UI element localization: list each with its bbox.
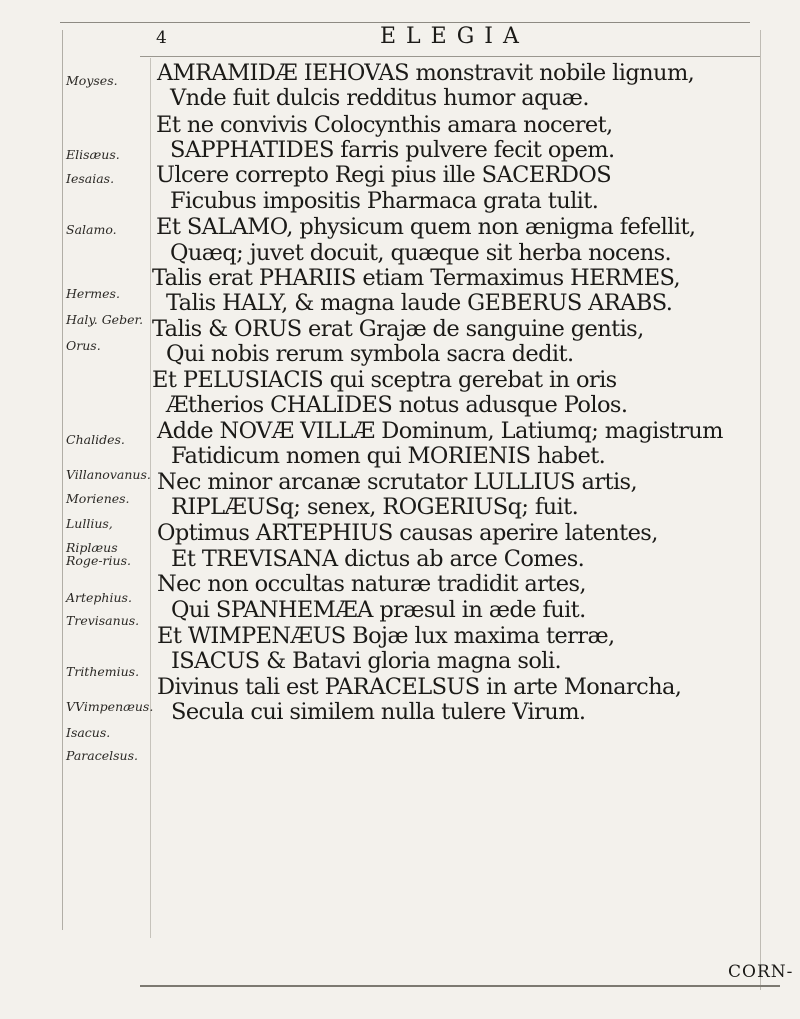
verse-line: Talis erat PHARIIS etiam Termaximus HERMES, xyxy=(152,265,681,291)
margin-note: Lullius, xyxy=(66,516,113,531)
verse-line: RIPLÆUSq; senex, ROGERIUSq; fuit. xyxy=(171,494,579,520)
verse-line: Nec non occultas naturæ tradidit artes, xyxy=(157,571,586,597)
verse-line: Nec minor arcanæ scrutator LULLIUS artis, xyxy=(157,469,638,495)
margin-note: VVimpenæus. xyxy=(66,699,154,714)
verse-line: Vnde fuit dulcis redditus humor aquæ. xyxy=(170,85,589,111)
margin-note: Iesaias. xyxy=(66,171,115,186)
margin-note: Chalides. xyxy=(66,432,125,447)
margin-note: Artephius. xyxy=(66,590,132,605)
verse-line: Talis & ORUS erat Grajæ de sanguine gentis, xyxy=(152,316,644,342)
catchword: CORN- xyxy=(728,962,794,982)
page-number: 4 xyxy=(156,28,167,48)
margin-note: Elisæus. xyxy=(66,147,120,162)
verse-line: Ficubus impositis Pharmaca grata tulit. xyxy=(170,188,599,214)
margin-note: Paracelsus. xyxy=(66,748,138,763)
margin-note: Salamo. xyxy=(66,222,117,237)
verse-line: Quæq; juvet docuit, quæque sit herba nocens. xyxy=(170,240,672,266)
left-border-line xyxy=(62,30,63,930)
verse-line: Adde NOVÆ VILLÆ Dominum, Latiumq; magistrum xyxy=(157,418,723,444)
verse-line: AMRAMIDÆ IEHOVAS monstravit nobile lignum, xyxy=(157,60,695,86)
verse-line: Divinus tali est PARACELSUS in arte Monarcha, xyxy=(157,674,682,700)
verse-line: ISACUS & Batavi gloria magna soli. xyxy=(171,648,562,674)
verse-line: Secula cui similem nulla tulere Virum. xyxy=(171,699,586,725)
margin-note: Trevisanus. xyxy=(66,613,140,628)
margin-note: Moyses. xyxy=(66,73,118,88)
verse-line: Et ne convivis Colocynthis amara noceret, xyxy=(156,112,613,138)
margin-note: Morienes. xyxy=(66,491,130,506)
verse-line: Et PELUSIACIS qui sceptra gerebat in oris xyxy=(152,367,617,393)
right-border-line xyxy=(760,30,761,990)
verse-line: Qui nobis rerum symbola sacra dedit. xyxy=(166,341,574,367)
bottom-rule xyxy=(140,985,780,987)
verse-line: Talis HALY, & magna laude GEBERUS ARABS. xyxy=(166,290,673,316)
verse-line: Et TREVISANA dictus ab arce Comes. xyxy=(171,546,585,572)
margin-note: Orus. xyxy=(66,338,101,353)
verse-line: Optimus ARTEPHIUS causas aperire latentes, xyxy=(157,520,658,546)
margin-note: Riplæus Roge-rius. xyxy=(66,540,131,568)
verse-line: SAPPHATIDES farris pulvere fecit opem. xyxy=(170,137,615,163)
margin-note: Hermes. xyxy=(66,286,120,301)
top-rule xyxy=(60,22,750,23)
verse-line: Ætherios CHALIDES notus adusque Polos. xyxy=(166,392,628,418)
verse-line: Et WIMPENÆUS Bojæ lux maxima terræ, xyxy=(157,623,615,649)
margin-note: Trithemius. xyxy=(66,664,140,679)
margin-note: Isacus. xyxy=(66,725,111,740)
verse-line: Qui SPANHEMÆA præsul in æde fuit. xyxy=(171,597,586,623)
margin-note: Villanovanus. xyxy=(66,467,151,482)
verse-line: Fatidicum nomen qui MORIENIS habet. xyxy=(171,443,606,469)
header-rule xyxy=(140,56,760,57)
verse-line: Et SALAMO, physicum quem non ænigma fefellit, xyxy=(156,214,696,240)
verse-line: Ulcere correpto Regi pius ille SACERDOS xyxy=(156,162,612,188)
running-head: ELEGIA xyxy=(380,24,529,49)
margin-divider-line xyxy=(150,58,151,938)
margin-note: Haly. Geber. xyxy=(66,312,144,327)
